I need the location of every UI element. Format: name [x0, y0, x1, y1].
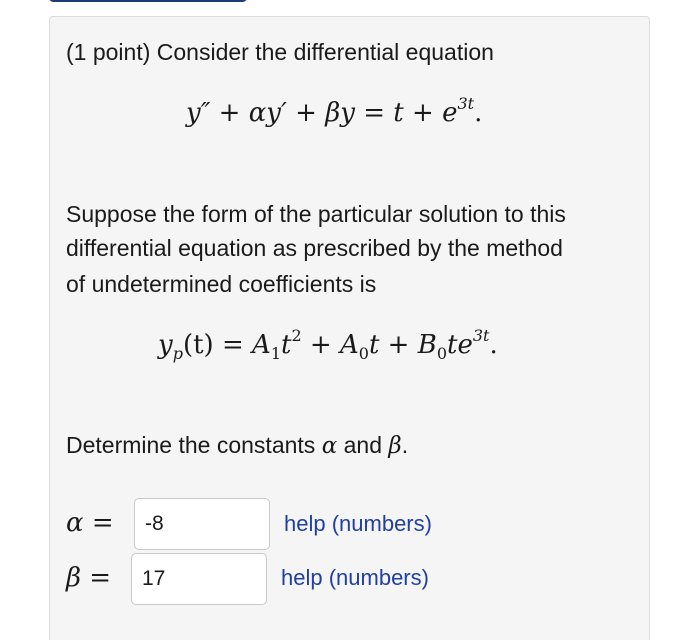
top-tab-indicator [48, 0, 248, 2]
ps-A0: A [339, 330, 359, 360]
alpha-symbol: α [66, 508, 84, 538]
beta-help-link[interactable]: help (numbers) [281, 565, 429, 590]
determine-middle: and [337, 432, 389, 458]
beta-label [66, 563, 111, 593]
eq-equals: = [363, 98, 386, 128]
beta-answer-input[interactable] [131, 553, 267, 605]
eq-y-prime: y′ [266, 98, 287, 128]
ps-B0: B [417, 330, 437, 360]
determine-beta: β [388, 433, 402, 459]
particular-solution [158, 326, 498, 363]
suppose-line-3: of undetermined coefficients is [66, 271, 377, 297]
ps-plus: + [309, 330, 332, 360]
eq-y: y [340, 98, 355, 128]
ps-B0-sub: 0 [436, 344, 448, 363]
ps-A0-sub: 0 [358, 344, 369, 363]
suppose-line-1: Suppose the form of the particular solution to this [66, 201, 566, 227]
alpha-equals: = [91, 508, 114, 538]
eq-plus: + [218, 98, 241, 128]
ps-period: . [489, 330, 498, 360]
determine-prompt [66, 431, 408, 460]
eq-exponent: 3t [457, 94, 475, 113]
eq-alpha: α [248, 98, 267, 128]
eq-plus: + [412, 98, 434, 128]
ps-t-exp: 2 [291, 326, 302, 345]
problem-intro: (1 point) Consider the differential equation [66, 39, 494, 65]
ps-te-exp: 3t [472, 326, 490, 345]
ps-t2: t [368, 330, 380, 360]
eq-period: . [474, 98, 483, 128]
determine-alpha: α [321, 433, 338, 459]
alpha-help-link[interactable]: help (numbers) [284, 511, 432, 536]
determine-prefix: Determine the constants [66, 432, 322, 458]
ps-sub-p: p [172, 344, 183, 363]
ps-y: y [158, 330, 173, 360]
determine-suffix: . [401, 432, 409, 458]
ps-A1-sub: 1 [270, 344, 281, 363]
ps-equals: = [221, 330, 244, 360]
eq-plus: + [295, 98, 317, 128]
ps-te: te [447, 330, 473, 360]
ps-arg: (t) [182, 330, 214, 360]
beta-equals: = [89, 563, 112, 593]
suppose-line-2: differential equation as prescribed by the method [66, 235, 563, 261]
beta-symbol: β [66, 563, 82, 593]
eq-t: t [393, 98, 404, 128]
ps-plus: + [387, 330, 410, 360]
ps-A1: A [252, 330, 271, 360]
differential-equation [186, 94, 483, 128]
eq-beta: β [325, 98, 341, 128]
alpha-label [66, 508, 114, 538]
eq-e: e [442, 98, 458, 128]
ps-t: t [281, 330, 292, 360]
eq-y-double-prime: y″ [186, 98, 211, 128]
alpha-answer-input[interactable] [134, 498, 270, 550]
